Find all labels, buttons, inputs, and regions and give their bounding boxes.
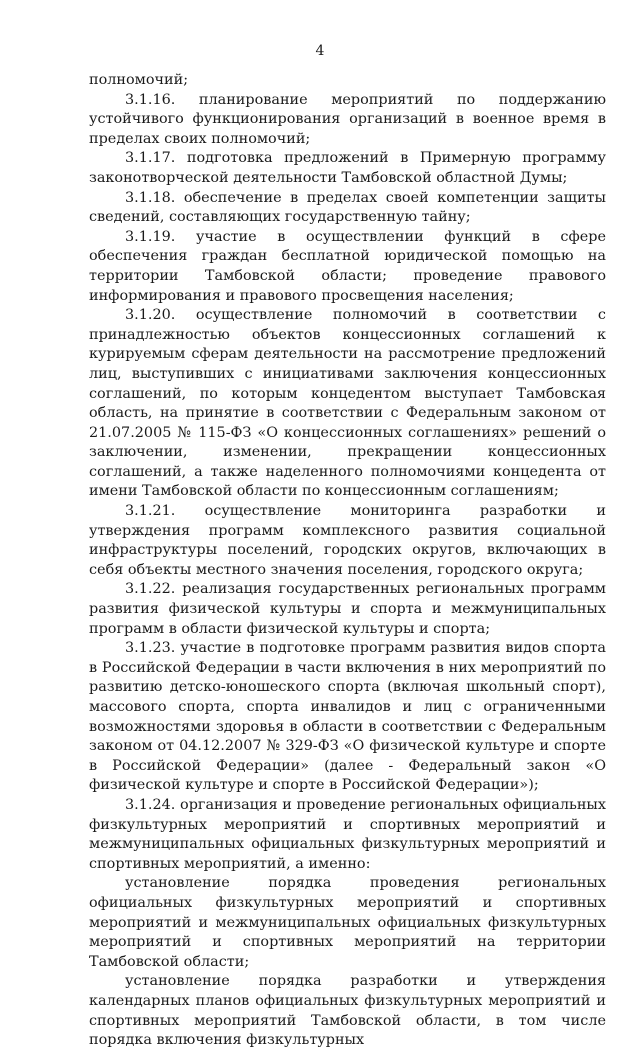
paragraph: 3.1.17. подготовка предложений в Примерную программу законотворческой деятельности Тамбовской областной Думы; — [89, 150, 606, 186]
document-body — [89, 71, 606, 1051]
paragraph: 3.1.24. организация и проведение региональных официальных физкультурных мероприятий и спортивных мероприятий и межмуниципальных официальных физкультурных мероприятий и спортивных мероприятий, а именно: — [89, 796, 606, 872]
paragraph: 3.1.16. планирование мероприятий по поддержанию устойчивого функционирования организаций в военное время в пределах своих полномочий; — [89, 91, 606, 147]
paragraph: 3.1.18. обеспечение в пределах своей компетенции защиты сведений, составляющих государственную тайну; — [89, 189, 606, 226]
paragraph: 3.1.20. осуществление полномочий в соответствии с принадлежностью объектов концессионных соглашений к курируемым сферам деятельности на рассмотрение предложений лиц, выступивших с инициативами заключения концессионных соглашений, по которым концедентом выступает Тамбовская область, на принятие в соответствии с Федеральным законом от 21.07.2005 № 115-ФЗ «О концессионных соглашениях» решений о заключении, изменении, прекращении концессионных соглашений, а также наделенного полномочиями концедента от имени Тамбовской области по концессионным соглашениям; — [89, 307, 606, 500]
paragraph: 3.1.19. участие в осуществлении функций в сфере обеспечения граждан бесплатной юридической помощью на территории Тамбовской области; проведение правового информирования и правового просвещения населения; — [89, 228, 606, 304]
paragraph: установление порядка разработки и утверждения календарных планов официальных физкультурных мероприятий и спортивных мероприятий Тамбовской области, в том числе порядка включения физкультурных — [89, 973, 606, 1049]
paragraph: полномочий; — [89, 72, 189, 88]
paragraph: 3.1.23. участие в подготовке программ развития видов спорта в Российской Федерации в части включения в них мероприятий по развитию детско-юношеского спорта (включая школьный спорт), массового спорта, спорта инвалидов и лиц с ограниченными возможностями здоровья в области в соответствии с Федеральным законом от 04.12.2007 № 329-ФЗ «О физической культуре и спорте в Российской Федерации» (далее - Федеральный закон «О физической культуре и спорте в Российской Федерации»); — [89, 640, 606, 794]
paragraph: 3.1.21. осуществление мониторинга разработки и утверждения программ комплексного развития социальной инфраструктуры поселений, городских округов, включающих в себя объекты местного значения поселения, городского округа; — [89, 503, 606, 578]
paragraph: установление порядка проведения региональных официальных физкультурных мероприятий и спортивных мероприятий и межмуниципальных официальных физкультурных мероприятий и спортивных мероприятий на территории Тамбовской области; — [89, 875, 606, 970]
page-number: 4 — [315, 43, 325, 59]
paragraph: 3.1.22. реализация государственных региональных программ развития физической культуры и спорта и межмуниципальных программ в области физической культуры и спорта; — [89, 581, 606, 637]
